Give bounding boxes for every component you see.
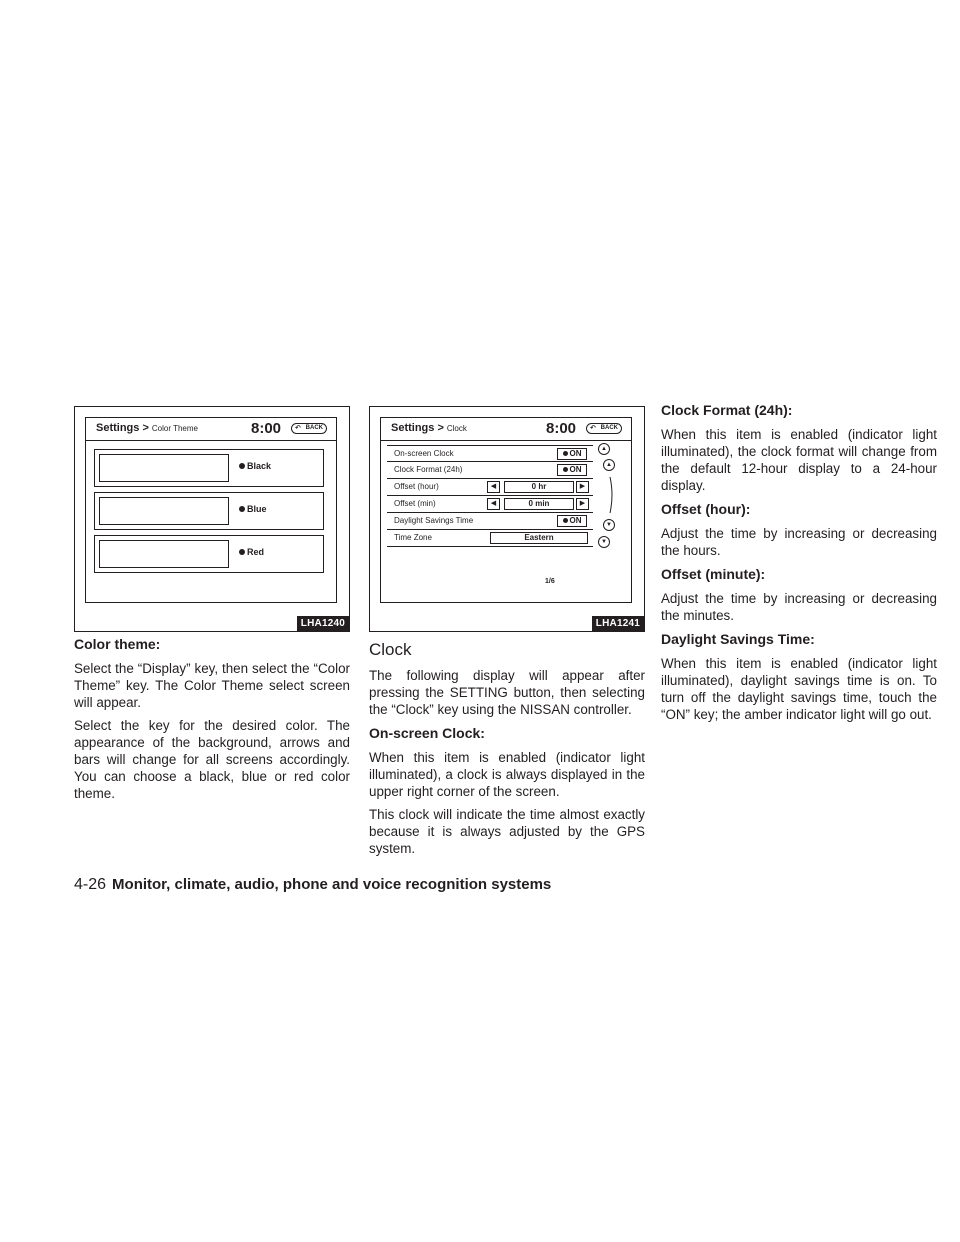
breadcrumb-sub: Clock	[446, 424, 467, 433]
arrow-left-icon: ◀	[490, 483, 497, 490]
theme-preview	[99, 497, 229, 525]
arrow-right-icon: ▶	[579, 483, 586, 490]
breadcrumb	[391, 422, 467, 434]
arrow-right-icon: ▶	[579, 500, 586, 507]
theme-option-blue[interactable]	[94, 492, 324, 530]
decrease-hour-button[interactable]	[487, 481, 500, 493]
breadcrumb-sub: Color Theme	[151, 424, 198, 433]
paragraph: Adjust the time by increasing or decreasing the hours.	[661, 526, 937, 558]
clock-heading: Clock	[369, 640, 412, 659]
breadcrumb-main: Settings >	[96, 422, 149, 434]
indicator-dot-icon	[239, 549, 245, 555]
row-label: Offset (hour)	[394, 482, 439, 491]
color-theme-screen	[85, 417, 337, 603]
scroll-down-button[interactable]	[603, 519, 615, 531]
back-label: BACK	[305, 425, 323, 431]
scroll-up-button[interactable]	[603, 459, 615, 471]
clock-format-heading: Clock Format (24h):	[661, 402, 793, 418]
increase-min-button[interactable]	[576, 498, 589, 510]
paragraph: Adjust the time by increasing or decreasing the minutes.	[661, 591, 937, 623]
column-right	[661, 401, 937, 723]
double-up-arrow-icon: ▲	[601, 446, 607, 452]
on-button[interactable]	[557, 464, 587, 476]
clock-time: 8:00	[546, 420, 577, 437]
back-button[interactable]	[586, 423, 622, 434]
row-label: On-screen Clock	[394, 449, 454, 458]
on-button[interactable]	[557, 448, 587, 460]
scroll-bottom-button[interactable]	[598, 536, 610, 548]
clock-settings-list	[387, 445, 593, 547]
row-label: Offset (min)	[394, 499, 436, 508]
row-clock-format[interactable]	[387, 462, 593, 479]
figure-id: LHA1240	[297, 616, 349, 631]
page-footer	[74, 876, 551, 894]
clock-time: 8:00	[251, 420, 282, 437]
indicator-dot-icon	[239, 463, 245, 469]
figure-color-theme	[74, 406, 350, 632]
scroll-top-button[interactable]	[598, 443, 610, 455]
offset-min-value: 0 min	[504, 498, 574, 510]
row-offset-min	[387, 496, 593, 513]
row-offset-hour	[387, 479, 593, 496]
figure-id: LHA1241	[592, 616, 644, 631]
theme-option-black[interactable]	[94, 449, 324, 487]
breadcrumb	[96, 422, 198, 434]
back-button[interactable]	[291, 423, 327, 434]
theme-option-label	[239, 547, 264, 557]
theme-label-text: Black	[247, 461, 272, 471]
page-indicator: 1/6	[545, 578, 555, 585]
theme-option-red[interactable]	[94, 535, 324, 573]
row-label: Time Zone	[394, 533, 432, 542]
scroll-track[interactable]	[608, 475, 616, 515]
onscreen-clock-heading: On-screen Clock:	[369, 725, 485, 741]
paragraph: Select the key for the desired color. The appearance of the background, arrows and bars will change for all screens accordingly. You can choose a black, blue or red color theme.	[74, 718, 350, 801]
back-arrow-icon: ↶	[590, 425, 596, 432]
on-label: ON	[569, 516, 582, 525]
dst-heading: Daylight Savings Time:	[661, 631, 815, 647]
on-label: ON	[569, 449, 582, 458]
paragraph: When this item is enabled (indicator light illuminated), daylight savings time is on. To turn off the daylight savings time, touch the “ON” key; the amber indicator light will go out.	[661, 656, 937, 722]
down-arrow-icon: ▼	[606, 522, 612, 528]
on-button[interactable]	[557, 515, 587, 527]
side-scroll-bar	[594, 445, 624, 555]
offset-minute-heading: Offset (minute):	[661, 566, 766, 582]
paragraph: When this item is enabled (indicator light illuminated), a clock is always displayed in the upper right corner of the screen.	[369, 750, 645, 799]
indicator-dot-icon	[239, 506, 245, 512]
paragraph: This clock will indicate the time almost exactly because it is always adjusted by the GPS system.	[369, 807, 645, 856]
row-label: Daylight Savings Time	[394, 516, 474, 525]
theme-label-text: Blue	[247, 504, 267, 514]
breadcrumb-main: Settings >	[391, 422, 444, 434]
screen-header	[86, 418, 336, 441]
increase-hour-button[interactable]	[576, 481, 589, 493]
on-label: ON	[569, 465, 582, 474]
offset-hour-value: 0 hr	[504, 481, 574, 493]
paragraph: The following display will appear after pressing the SETTING button, then selecting the “Clock” key using the NISSAN controller.	[369, 668, 645, 717]
section-title: Monitor, climate, audio, phone and voice recognition systems	[112, 876, 552, 893]
arrow-left-icon: ◀	[490, 500, 497, 507]
row-time-zone[interactable]	[387, 530, 593, 547]
offset-hour-heading: Offset (hour):	[661, 501, 751, 517]
color-theme-heading: Color theme:	[74, 636, 161, 652]
screen-header	[381, 418, 631, 441]
theme-preview	[99, 540, 229, 568]
theme-preview	[99, 454, 229, 482]
indicator-dot-icon	[563, 467, 568, 472]
decrease-min-button[interactable]	[487, 498, 500, 510]
row-label: Clock Format (24h)	[394, 465, 463, 474]
double-down-arrow-icon: ▼	[601, 539, 607, 545]
paragraph: Select the “Display” key, then select the “Color Theme” key. The Color Theme select screen will appear.	[74, 661, 350, 710]
row-dst[interactable]	[387, 513, 593, 530]
column-left	[74, 406, 350, 802]
indicator-dot-icon	[563, 518, 568, 523]
theme-option-label	[239, 504, 267, 514]
page-number: 4-26	[74, 876, 107, 893]
paragraph: When this item is enabled (indicator light illuminated), the clock format will change from the default 12-hour display to a 24-hour display.	[661, 427, 937, 493]
up-arrow-icon: ▲	[606, 462, 612, 468]
back-label: BACK	[600, 425, 618, 431]
theme-label-text: Red	[247, 547, 265, 557]
clock-screen	[380, 417, 632, 603]
figure-clock	[369, 406, 645, 632]
back-arrow-icon: ↶	[295, 425, 301, 432]
indicator-dot-icon	[563, 451, 568, 456]
time-zone-value[interactable]: Eastern	[490, 532, 588, 544]
column-middle	[369, 406, 645, 857]
row-onscreen-clock[interactable]	[387, 445, 593, 462]
theme-option-label	[239, 461, 271, 471]
